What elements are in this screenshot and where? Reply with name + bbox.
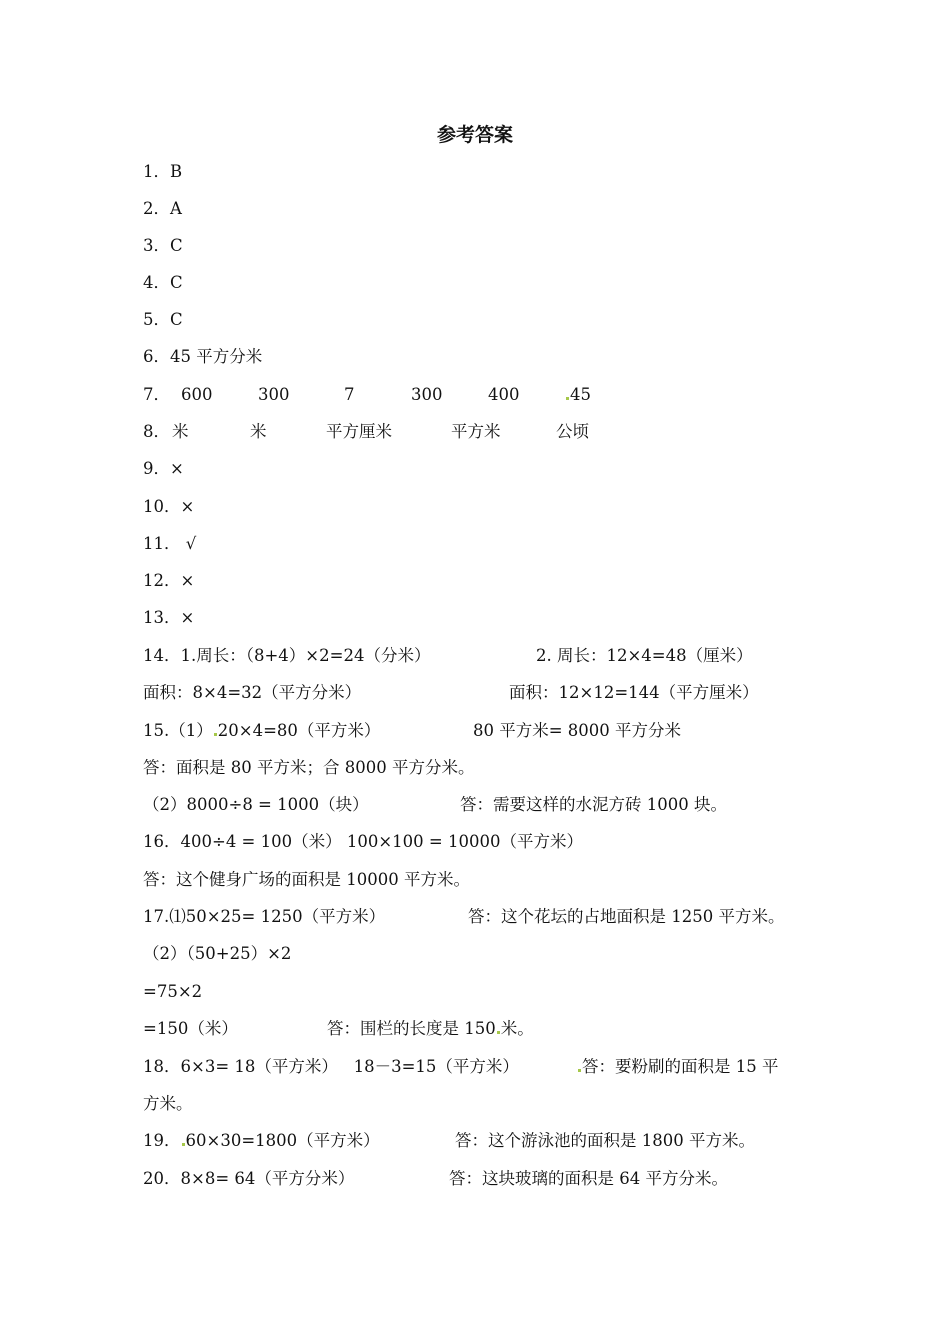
page-title: 参考答案	[436, 124, 513, 146]
speck-mark	[182, 1143, 185, 1146]
answer-17-conclusion-2: 答：围栏的长度是 150 米。	[327, 1019, 534, 1038]
answer-8-value: 米	[172, 422, 189, 441]
answer-18-conclusion: 答：要粉刷的面积是 15 平	[577, 1055, 779, 1079]
answer-11: 11． √	[143, 534, 197, 553]
answer-7-value-last: 45	[565, 383, 591, 407]
answer-15-conclusion-2: 答：需要这样的水泥方砖 1000 块。	[460, 795, 727, 814]
answer-3: 3．C	[143, 236, 183, 255]
answer-9: 9．×	[143, 459, 184, 478]
answer-18-calc: 18．6×3= 18（平方米） 18－3=15（平方米）	[143, 1057, 519, 1076]
answer-14-perimeter-2: 2. 周长：12×4=48（厘米）	[536, 646, 753, 665]
answer-17-result: =150（米）	[143, 1019, 238, 1038]
answer-8-value: 平方米	[451, 422, 501, 441]
answer-17-part-2: （2）（50+25）×2	[143, 944, 292, 963]
answer-17-step: =75×2	[143, 982, 203, 1001]
answer-15-part-1: 15.（1） 20×4=80（平方米）	[143, 721, 381, 740]
answer-15-conversion: 80 平方米= 8000 平方分米	[473, 721, 682, 740]
speck-mark	[214, 733, 217, 736]
answer-13: 13．×	[143, 608, 195, 627]
answer-7-value: 7	[344, 385, 355, 404]
answer-1: 1．B	[143, 162, 183, 181]
answer-19-conclusion: 答：这个游泳池的面积是 1800 平方米。	[455, 1131, 755, 1150]
answer-14-area-1: 面积：8×4=32（平方分米）	[143, 683, 362, 702]
answer-7-value: 400	[488, 385, 520, 404]
answer-15-conclusion-1: 答：面积是 80 平方米；合 8000 平方分米。	[143, 758, 475, 777]
answer-19-calc: 19． 60×30=1800（平方米）	[143, 1131, 380, 1150]
answer-20-calc: 20．8×8= 64（平方分米）	[143, 1169, 355, 1188]
answer-17-conclusion-1: 答：这个花坛的占地面积是 1250 平方米。	[468, 907, 785, 926]
answer-18-conclusion-wrap: 方米。	[143, 1094, 193, 1113]
answer-7-value: 300	[411, 385, 443, 404]
answer-6: 6．45 平方分米	[143, 347, 263, 366]
answer-10: 10．×	[143, 497, 195, 516]
speck-mark	[497, 1031, 500, 1034]
answer-15-part-2: （2）8000÷8 = 1000（块）	[143, 795, 369, 814]
answer-14-area-2: 面积：12×12=144（平方厘米）	[509, 683, 759, 702]
answer-8-value: 公顷	[556, 422, 589, 441]
answer-12: 12．×	[143, 571, 195, 590]
answer-16-calc: 16．400÷4 = 100（米） 100×100 = 10000（平方米）	[143, 832, 583, 851]
answer-7-value: 600	[181, 385, 213, 404]
answer-7-number: 7．	[143, 385, 170, 404]
answer-5: 5．C	[143, 310, 183, 329]
answer-8-number: 8．	[143, 422, 170, 441]
answer-16-conclusion: 答：这个健身广场的面积是 10000 平方米。	[143, 870, 470, 889]
answer-14-perimeter-1: 14．1.周长：（8+4）×2=24（分米）	[143, 646, 431, 665]
speck-mark	[578, 1069, 581, 1072]
answer-4: 4．C	[143, 273, 183, 292]
answer-8-value: 平方厘米	[326, 422, 392, 441]
answer-7-value: 300	[258, 385, 290, 404]
answer-8-value: 米	[250, 422, 267, 441]
speck-mark	[566, 397, 569, 400]
answer-17-part-1: 17.⑴50×25= 1250（平方米）	[143, 907, 386, 926]
answer-20-conclusion: 答：这块玻璃的面积是 64 平方分米。	[449, 1169, 728, 1188]
answer-2: 2．A	[143, 199, 182, 218]
